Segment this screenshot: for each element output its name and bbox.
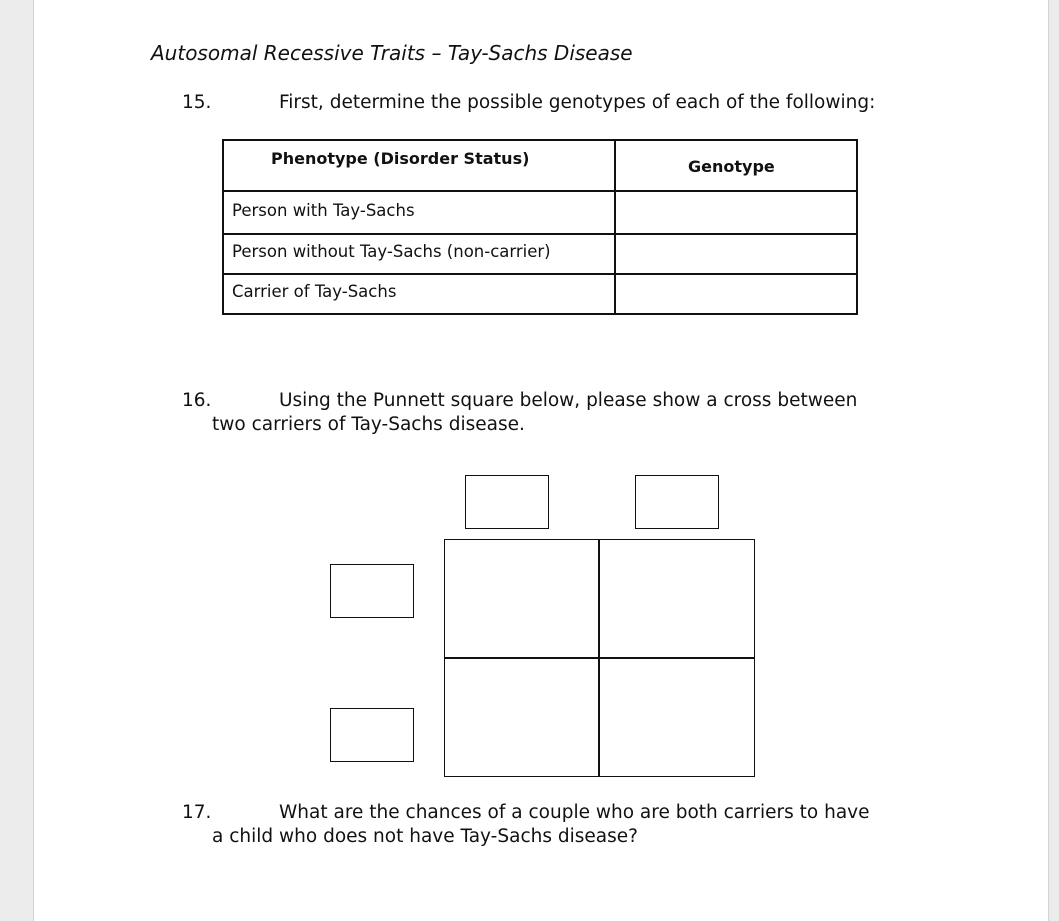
table-header-phenotype-label: Phenotype (Disorder Status) bbox=[271, 149, 530, 168]
q15-number: 15. bbox=[182, 92, 212, 113]
punnett-cell-top-right[interactable] bbox=[600, 541, 753, 656]
table-cell-phenotype: Person with Tay-Sachs bbox=[232, 201, 415, 220]
table-row-phenotype bbox=[222, 190, 616, 235]
allele-box-top-right[interactable] bbox=[635, 475, 719, 529]
q17-number: 17. bbox=[182, 802, 212, 823]
section-title: Autosomal Recessive Traits – Tay-Sachs Disease bbox=[151, 41, 633, 65]
table-header-phenotype bbox=[222, 139, 616, 192]
table-row-phenotype bbox=[222, 273, 616, 315]
allele-box-left-bottom[interactable] bbox=[330, 708, 414, 762]
table-row-phenotype bbox=[222, 233, 616, 275]
table-header-genotype-label: Genotype bbox=[688, 157, 775, 176]
punnett-cell-top-left[interactable] bbox=[446, 541, 597, 656]
table-cell-genotype-input[interactable] bbox=[614, 190, 858, 235]
table-cell-phenotype: Person without Tay-Sachs (non-carrier) bbox=[232, 242, 551, 261]
q16-text-line2: two carriers of Tay-Sachs disease. bbox=[212, 414, 525, 435]
punnett-cell-bottom-right[interactable] bbox=[600, 659, 753, 775]
q17-text-line1: What are the chances of a couple who are both carriers to have bbox=[279, 802, 870, 823]
allele-box-left-top[interactable] bbox=[330, 564, 414, 618]
table-header-genotype bbox=[614, 139, 858, 192]
q16-text-line1: Using the Punnett square below, please show a cross between bbox=[279, 390, 858, 411]
table-cell-phenotype: Carrier of Tay-Sachs bbox=[232, 282, 397, 301]
table-cell-genotype-input[interactable] bbox=[614, 233, 858, 275]
allele-box-top-left[interactable] bbox=[465, 475, 549, 529]
q16-number: 16. bbox=[182, 390, 212, 411]
table-cell-genotype-input[interactable] bbox=[614, 273, 858, 315]
q17-text-line2: a child who does not have Tay-Sachs disease? bbox=[212, 826, 638, 847]
document-page bbox=[33, 0, 1049, 921]
punnett-cell-bottom-left[interactable] bbox=[446, 659, 597, 775]
q15-text: First, determine the possible genotypes of each of the following: bbox=[279, 92, 876, 113]
